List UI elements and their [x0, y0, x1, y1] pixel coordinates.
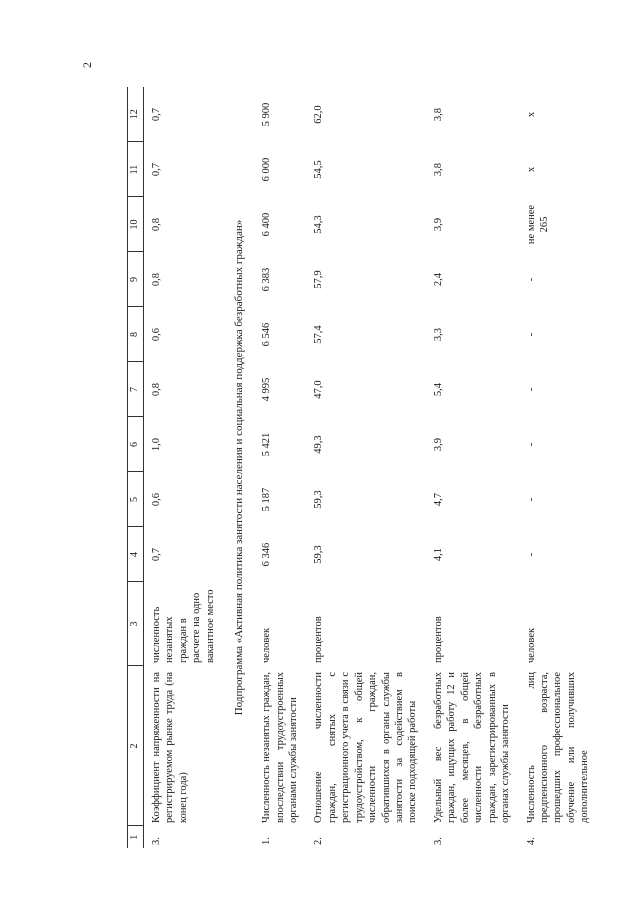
value-cell: 57,4	[313, 325, 325, 344]
value-cell: 0,8	[150, 217, 162, 232]
table-row	[306, 87, 426, 848]
column-header: 11	[128, 142, 144, 197]
row-number: 4.	[525, 837, 537, 845]
column-header: 2	[128, 666, 144, 826]
value-cell: 0,6	[150, 327, 162, 342]
value-cell: 47,0	[313, 380, 325, 399]
value-cell: -	[525, 387, 537, 392]
value-cell: 3,9	[432, 217, 444, 232]
value-cell: 6 383	[261, 267, 273, 292]
value-cell: 5,4	[432, 382, 444, 397]
value-cell: x	[525, 166, 537, 173]
indicator-description: Численность незанятых граждан, впоследствии трудоустроенных органами службы занятости	[261, 672, 299, 823]
value-cell: 62,0	[313, 105, 325, 124]
value-cell: x	[525, 111, 537, 118]
unit-cell: человек	[261, 627, 273, 663]
value-cell: 0,8	[150, 272, 162, 287]
value-cell: не менее 265	[525, 204, 550, 245]
value-cell: 59,3	[313, 490, 325, 509]
indicator-description: Отношение численности граждан, снятых с регистрационного учета в связи с трудоустройством, к общей численности граждан, обратившихся в органы службы занятости за содействием в поиске подходящей работы	[313, 672, 419, 823]
value-cell: -	[525, 497, 537, 502]
column-number-header	[128, 87, 144, 848]
value-cell: 3,9	[432, 437, 444, 452]
value-cell: 0,7	[150, 547, 162, 562]
value-cell: 6 346	[261, 542, 273, 567]
value-cell: 3,8	[432, 107, 444, 122]
unit-cell: процентов	[313, 616, 325, 663]
value-cell: 0,7	[150, 107, 162, 122]
column-header: 7	[128, 362, 144, 417]
indicator-description: Численность лиц предпенсионного возраста, прошедших профессиональное обучение или получивших дополнительное	[525, 672, 591, 823]
row-number: 2.	[313, 837, 325, 845]
value-cell: -	[525, 442, 537, 447]
value-cell: 2,4	[432, 272, 444, 287]
subprogram-row	[223, 87, 254, 848]
row-number: 1.	[261, 837, 273, 845]
row-number: 3.	[150, 837, 162, 845]
value-cell: 3,8	[432, 162, 444, 177]
unit-cell: человек	[525, 627, 537, 663]
column-header: 9	[128, 252, 144, 307]
value-cell: 57,9	[313, 270, 325, 289]
value-cell: 1,0	[150, 437, 162, 452]
column-header: 12	[128, 87, 144, 142]
indicators-table	[127, 87, 598, 848]
value-cell: 0,8	[150, 382, 162, 397]
column-header: 8	[128, 307, 144, 362]
value-cell: 54,5	[313, 160, 325, 179]
table-row	[254, 87, 306, 848]
column-header: 4	[128, 527, 144, 582]
value-cell: 5 421	[261, 432, 273, 457]
column-header: 6	[128, 417, 144, 472]
value-cell: 49,3	[313, 435, 325, 454]
value-cell: 4,1	[432, 547, 444, 562]
unit-cell: численность незанятых граждан в расчете на одно вакантное место	[150, 589, 216, 663]
row-number: 3.	[432, 837, 444, 845]
column-header: 10	[128, 197, 144, 252]
unit-cell: процентов	[432, 616, 444, 663]
value-cell: 59,3	[313, 545, 325, 564]
value-cell: 4 995	[261, 377, 273, 402]
rotated-table-sheet	[127, 87, 591, 848]
table-row	[519, 87, 598, 848]
page-number: 2	[80, 62, 94, 68]
column-header: 5	[128, 472, 144, 527]
column-header: 1	[128, 826, 144, 848]
value-cell: 0,6	[150, 492, 162, 507]
table-row	[426, 87, 519, 848]
value-cell: 54,3	[313, 215, 325, 234]
column-header: 3	[128, 582, 144, 666]
subprogram-title: Подпрограмма «Активная политика занятости населения и социальная поддержка безработных граждан»	[232, 219, 245, 716]
indicator-description: Коэффициент напряженности на регистрируемом рынке труда (на конец года)	[150, 672, 189, 823]
value-cell: 0,7	[150, 162, 162, 177]
value-cell: 5 900	[261, 102, 273, 127]
value-cell: 5 187	[261, 487, 273, 512]
value-cell: 6 546	[261, 322, 273, 347]
value-cell: -	[525, 552, 537, 557]
value-cell: 4,7	[432, 492, 444, 507]
indicator-description: Удельный вес безработных граждан, ищущих работу 12 и более месяцев, в общей численности безработных граждан, зарегистрированных в органах службы занятости	[432, 672, 512, 823]
value-cell: 3,3	[432, 327, 444, 342]
value-cell: -	[525, 332, 537, 337]
value-cell: 6 000	[261, 157, 273, 182]
table-row	[143, 87, 223, 848]
value-cell: -	[525, 277, 537, 282]
value-cell: 6 400	[261, 212, 273, 237]
